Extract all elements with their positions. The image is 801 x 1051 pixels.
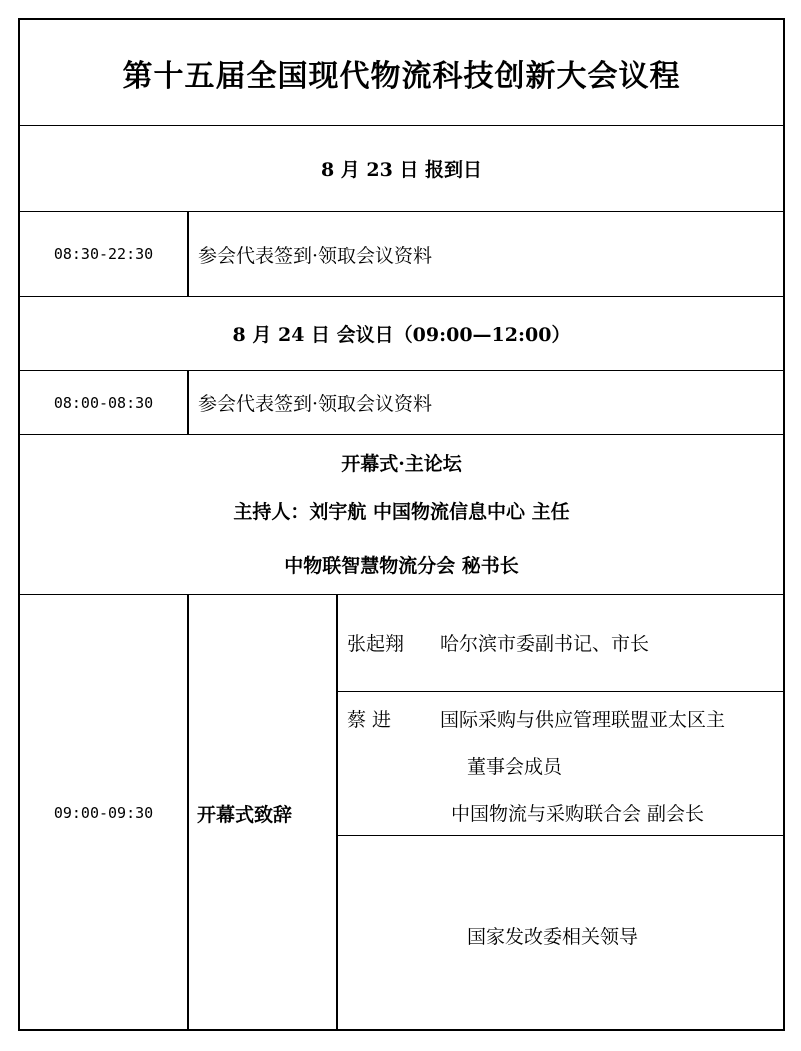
day2-time: 08:00-08:30 bbox=[20, 371, 189, 434]
speaker-2-title-line2: 董事会成员 bbox=[467, 756, 563, 778]
day2-activity: 参会代表签到·领取会议资料 bbox=[198, 393, 433, 415]
speaker-1-name: 张起翔 bbox=[347, 633, 405, 655]
opening-label: 开幕式致辞 bbox=[189, 595, 338, 1031]
day2-header: 8 月 24 日 会议日（09:00—12:00） bbox=[20, 296, 783, 370]
speaker-2-title-line3: 中国物流与采购联合会 副会长 bbox=[451, 803, 705, 825]
plenary-host: 主持人：刘宇航 中国物流信息中心 主任 bbox=[233, 501, 570, 523]
day1-row bbox=[20, 211, 783, 296]
day1-header: 8 月 23 日 报到日 bbox=[20, 125, 783, 211]
agenda-table bbox=[18, 18, 785, 1031]
speaker-2-title-line1: 国际采购与供应管理联盟亚太区主 bbox=[440, 709, 726, 731]
speaker-3-title: 国家发改委相关领导 bbox=[467, 926, 639, 948]
day1-activity: 参会代表签到·领取会议资料 bbox=[198, 244, 433, 267]
speaker-2-name: 蔡 进 bbox=[347, 709, 392, 731]
plenary-section bbox=[20, 434, 783, 594]
speakers-list bbox=[338, 595, 783, 1031]
page-title: 第十五届全国现代物流科技创新大会议程 bbox=[122, 58, 681, 94]
speaker-2 bbox=[338, 691, 783, 835]
plenary-title: 开幕式·主论坛 bbox=[341, 453, 462, 475]
plenary-host-title: 中物联智慧物流分会 秘书长 bbox=[284, 555, 519, 577]
day1-time: 08:30-22:30 bbox=[20, 212, 189, 296]
speaker-1-title: 哈尔滨市委副书记、市长 bbox=[440, 633, 650, 655]
opening-time: 09:00-09:30 bbox=[20, 595, 189, 1031]
speaker-3 bbox=[338, 835, 783, 1032]
speaker-1 bbox=[338, 595, 783, 691]
day2-row bbox=[20, 370, 783, 434]
opening-row bbox=[20, 594, 783, 1031]
